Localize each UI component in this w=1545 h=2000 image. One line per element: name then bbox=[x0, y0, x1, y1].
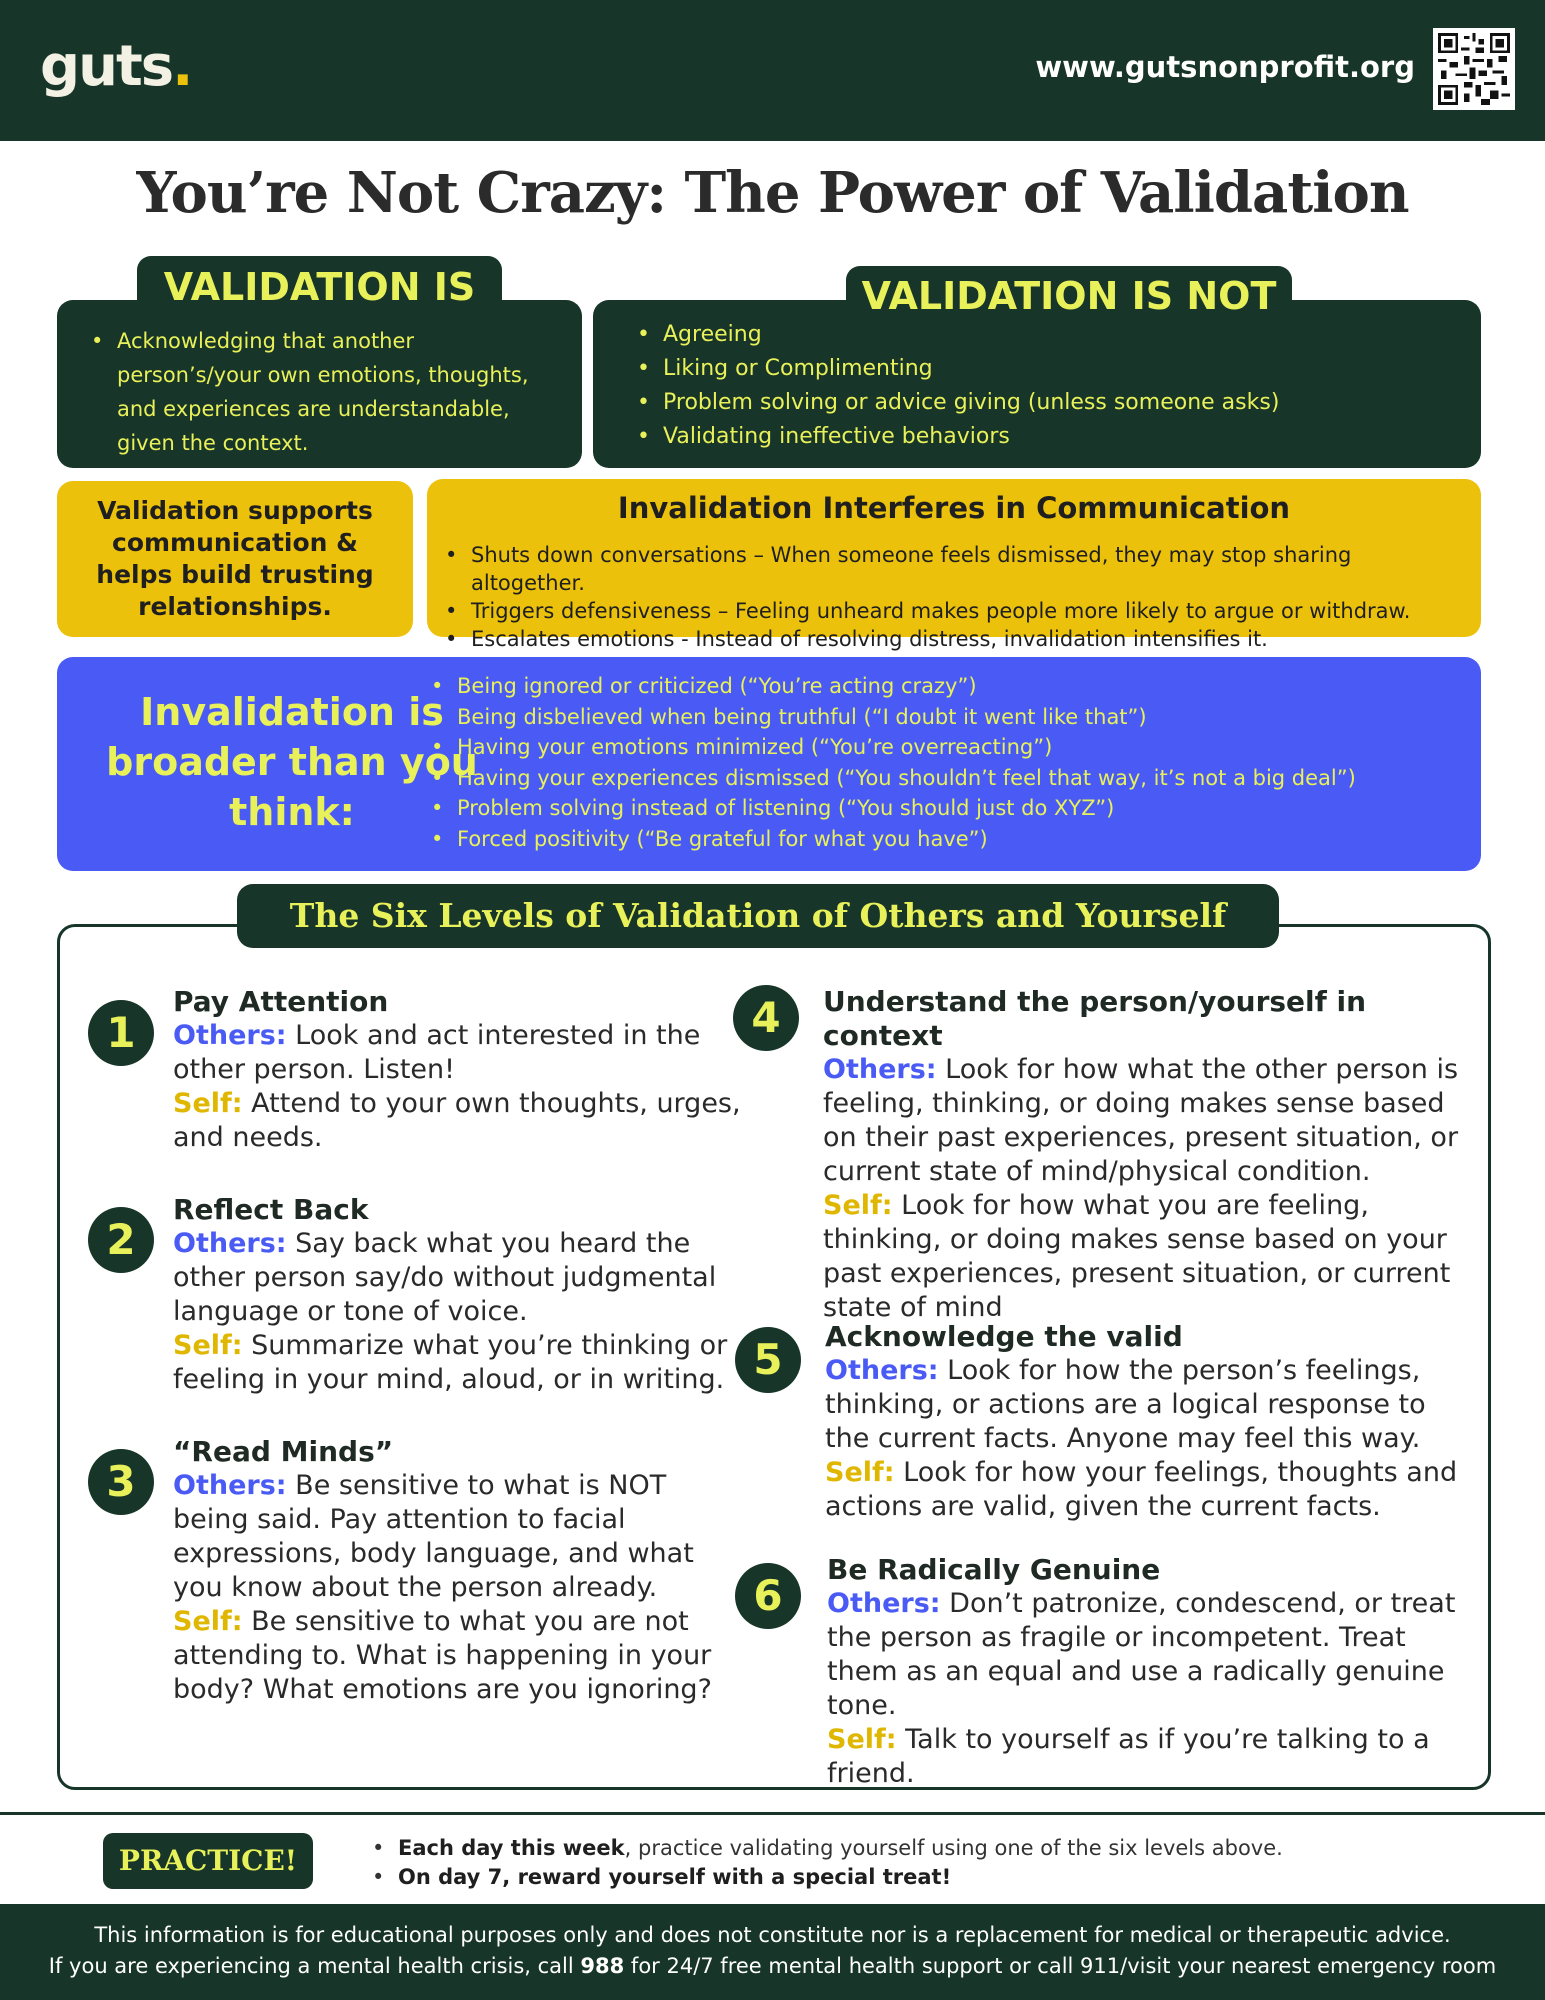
practice-list bbox=[368, 1834, 1515, 1892]
invalidation-interferes-heading: Invalidation Interferes in Communication bbox=[617, 491, 1291, 525]
website-url[interactable]: www.gutsnonprofit.org bbox=[1035, 50, 1415, 84]
level-number-badge: 4 bbox=[733, 985, 799, 1051]
level-self-text: Self: Look for how what you are feeling, thinking, or doing makes sense based on your past experiences, present situation, or current state of mind bbox=[823, 1190, 1451, 1323]
list-item: • Having your emotions minimized (“You’re overreacting”) bbox=[427, 732, 1461, 763]
level-others-text: Others: Look for how the person’s feelings, thinking, or actions are a logical response to the current facts. Anyone may feel this way. bbox=[825, 1355, 1426, 1454]
disclaimer-text: This information is for educational purposes only and does not constitute nor is a replacement for medical or therapeutic advice. bbox=[94, 1923, 1451, 1947]
crisis-text: If you are experiencing a mental health crisis, call 988 for 24/7 free mental health support or call 911/visit your nearest emergency room bbox=[48, 1954, 1497, 1978]
list-item: • Liking or Complimenting bbox=[633, 352, 1451, 386]
level-item bbox=[173, 1435, 743, 1707]
page-header bbox=[0, 0, 1545, 141]
level-self-text: Self: Summarize what you’re thinking or feeling in your mind, aloud, or in writing. bbox=[173, 1330, 728, 1395]
invalidation-broader-panel bbox=[57, 657, 1481, 871]
practice-heading: PRACTICE! bbox=[103, 1833, 313, 1889]
level-item bbox=[825, 1320, 1465, 1524]
level-title: “Read Minds” bbox=[173, 1435, 394, 1468]
page-footer bbox=[0, 1904, 1545, 2000]
level-title: Reflect Back bbox=[173, 1193, 369, 1226]
list-item: • Each day this week, practice validating yourself using one of the six levels above. bbox=[368, 1834, 1515, 1863]
divider bbox=[0, 1812, 1545, 1815]
list-item: • Problem solving or advice giving (unless someone asks) bbox=[633, 386, 1451, 420]
list-item: • Agreeing bbox=[633, 318, 1451, 352]
level-item bbox=[827, 1553, 1467, 1791]
level-self-text: Self: Look for how your feelings, thoughts and actions are valid, given the current facts. bbox=[825, 1457, 1458, 1522]
list-item: • Validating ineffective behaviors bbox=[633, 420, 1451, 454]
validation-is-not-list bbox=[633, 318, 1451, 454]
level-title: Be Radically Genuine bbox=[827, 1553, 1161, 1586]
level-title: Understand the person/yourself in context bbox=[823, 985, 1367, 1052]
list-item: • On day 7, reward yourself with a special treat! bbox=[368, 1863, 1515, 1892]
list-item: • Problem solving instead of listening (“You should just do XYZ”) bbox=[427, 793, 1461, 824]
level-number-badge: 3 bbox=[88, 1449, 154, 1515]
list-item: • Acknowledging that another person’s/your own emotions, thoughts, and experiences are understandable, given the context. bbox=[87, 324, 552, 460]
invalidation-broader-heading: Invalidation is broader than you think: bbox=[106, 690, 478, 834]
level-others-text: Others: Look for how what the other person is feeling, thinking, or doing makes sense based on their past experiences, present situation, or current state of mind/physical condition. bbox=[823, 1054, 1459, 1187]
level-item bbox=[823, 985, 1463, 1325]
level-self-text: Self: Talk to yourself as if you’re talking to a friend. bbox=[827, 1724, 1430, 1789]
level-item bbox=[173, 985, 743, 1155]
list-item: • Being disbelieved when being truthful (“I doubt it went like that”) bbox=[427, 702, 1461, 733]
supports-panel bbox=[57, 481, 413, 637]
level-number-badge: 6 bbox=[735, 1563, 801, 1629]
level-title: Pay Attention bbox=[173, 985, 389, 1018]
qr-code-icon bbox=[1433, 28, 1515, 110]
list-item: • Being ignored or criticized (“You’re acting crazy”) bbox=[427, 671, 1461, 702]
level-title: Acknowledge the valid bbox=[825, 1320, 1183, 1353]
invalidation-interferes-list bbox=[441, 541, 1471, 653]
validation-is-heading: VALIDATION IS bbox=[137, 256, 502, 318]
level-self-text: Self: Be sensitive to what you are not attending to. What is happening in your body? What emotions are you ignoring? bbox=[173, 1606, 712, 1705]
level-item bbox=[173, 1193, 743, 1397]
list-item: • Triggers defensiveness – Feeling unheard makes people more likely to argue or withdraw. bbox=[441, 597, 1471, 625]
list-item: • Escalates emotions - Instead of resolving distress, invalidation intensifies it. bbox=[441, 625, 1471, 653]
list-item: • Shuts down conversations – When someone feels dismissed, they may stop sharing altogether. bbox=[441, 541, 1471, 597]
invalidation-broader-list bbox=[427, 671, 1461, 854]
guts-logo: guts. bbox=[40, 34, 192, 99]
level-number-badge: 1 bbox=[88, 1000, 154, 1066]
six-levels-heading: The Six Levels of Validation of Others and Yourself bbox=[237, 884, 1279, 948]
level-others-text: Others: Look and act interested in the other person. Listen! bbox=[173, 1020, 701, 1085]
level-others-text: Others: Don’t patronize, condescend, or treat the person as fragile or incompetent. Treat them as an equal and use a radically genuine tone. bbox=[827, 1588, 1456, 1721]
level-others-text: Others: Be sensitive to what is NOT being said. Pay attention to facial expressions, body language, and what you know about the person already. bbox=[173, 1470, 694, 1603]
validation-is-list bbox=[87, 324, 552, 460]
level-self-text: Self: Attend to your own thoughts, urges, and needs. bbox=[173, 1088, 741, 1153]
page-title: You’re Not Crazy: The Power of Validation bbox=[136, 160, 1409, 226]
level-others-text: Others: Say back what you heard the other person say/do without judgmental language or tone of voice. bbox=[173, 1228, 717, 1327]
validation-is-panel bbox=[57, 300, 582, 468]
invalidation-interferes-panel bbox=[427, 479, 1481, 651]
validation-is-not-heading: VALIDATION IS NOT bbox=[846, 266, 1292, 326]
list-item: • Forced positivity (“Be grateful for what you have”) bbox=[427, 824, 1461, 855]
level-number-badge: 5 bbox=[735, 1327, 801, 1393]
level-number-badge: 2 bbox=[88, 1207, 154, 1273]
supports-text: Validation supports communication & helps build trusting relationships. bbox=[96, 496, 374, 621]
list-item: • Having your experiences dismissed (“You shouldn’t feel that way, it’s not a big deal”) bbox=[427, 763, 1461, 794]
